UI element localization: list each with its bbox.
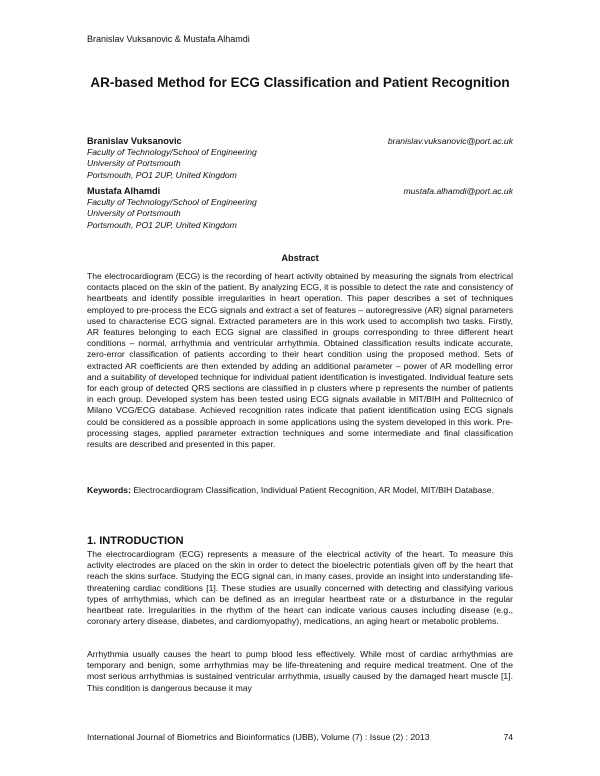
footer-journal: International Journal of Biometrics and Bioinformatics (IJBB), Volume (7) : Issue (2) : 2013	[87, 732, 430, 742]
page-footer	[87, 732, 513, 742]
author-affiliation: Portsmouth, PO1 2UP, United Kingdom	[87, 169, 237, 180]
author-email[interactable]: mustafa.alhamdi@port.ac.uk	[403, 186, 513, 196]
keywords-text: Electrocardiogram Classification, Individual Patient Recognition, AR Model, MIT/BIH Database.	[133, 485, 494, 495]
intro-paragraph-1: The electrocardiogram (ECG) represents a measure of the electrical activity of the heart. To measure this activity electrodes are placed on the skin in order to detect the bioelectric potentials given off by the heart that reach the skins surface. Studying the ECG signal can, in many cases, provide an insight into understanding life-threatening cardiac conditions [1]. These studies are usually concerned with detecting and classifying various types of arrhythmias, which can be defined as an irregular heartbeat rate or a disturbance in the regular heartbeat rate. Irregularities in the rhythm of the heart can indicate various causes including disease (e.g., coronary artery disease, diabetes, and cardiomyopathy), medications, an aging heart or metabolic problems.	[87, 549, 513, 627]
author-affiliation: University of Portsmouth	[87, 158, 181, 169]
abstract-heading: Abstract	[281, 253, 319, 263]
author-affiliation: Faculty of Technology/School of Engineering	[87, 147, 257, 158]
author-affiliation: Portsmouth, PO1 2UP, United Kingdom	[87, 219, 237, 230]
keywords	[87, 485, 513, 496]
section-heading: 1. INTRODUCTION	[87, 535, 184, 547]
author-name: Branislav Vuksanovic	[87, 136, 182, 146]
author-affiliation: University of Portsmouth	[87, 208, 181, 219]
abstract-text: The electrocardiogram (ECG) is the recording of heart activity obtained by measuring the signals from electrical contacts placed on the skin of the patient. By analyzing ECG, it is possible to detect the rate and consistency of heartbeats and identify possible irregularities in heart operation. This paper describes a set of techniques employed to pre-process the ECG signals and extract a set of features – autoregressive (AR) signal parameters used to characterise ECG signal. Extracted parameters are in this work used to accomplish two tasks. Firstly, AR features belonging to each ECG signal are classified in groups corresponding to three different heart conditions – normal, arrhythmia and ventricular arrhythmia. Obtained classification results indicate accurate, zero-error classification of patients according to their heart condition using the proposed method. Sets of extracted AR coefficients are then extended by adding an additional parameter – power of AR modelling error and a suitability of developed technique for individual patient identification is investigated. Individual feature sets for each group of detected QRS sections are classified in p clusters where p represents the number of patients in each group. Developed system has been tested using ECG signals available in MIT/BIH and Politecnico of Milano VCG/ECG database. Achieved recognition rates indicate that patient identification using ECG signals could be considered as a possible approach in some applications using the system developed in this work. Pre-processing stages, applied parameter extraction techniques and some intermediate and final classification results are described and presented in this paper.	[87, 271, 513, 450]
keywords-label: Keywords:	[87, 485, 131, 495]
page-number: 74	[503, 732, 513, 742]
author-block-1	[87, 136, 513, 181]
paper-title: AR-based Method for ECG Classification and Patient Recognition	[90, 75, 510, 90]
author-affiliation: Faculty of Technology/School of Engineering	[87, 197, 257, 208]
author-email[interactable]: branislav.vuksanovic@port.ac.uk	[387, 136, 513, 146]
running-head: Branislav Vuksanovic & Mustafa Alhamdi	[87, 34, 250, 44]
intro-paragraph-2: Arrhythmia usually causes the heart to pump blood less effectively. While most of cardiac arrhythmias are temporary and benign, some arrhythmias may be life-threatening and require medical treatment. One of the most serious arrhythmias is sustained ventricular arrhythmia, usually caused by the damaged heart muscle [1]. This condition is dangerous because it may	[87, 649, 513, 693]
author-block-2	[87, 186, 513, 231]
author-name: Mustafa Alhamdi	[87, 186, 161, 196]
